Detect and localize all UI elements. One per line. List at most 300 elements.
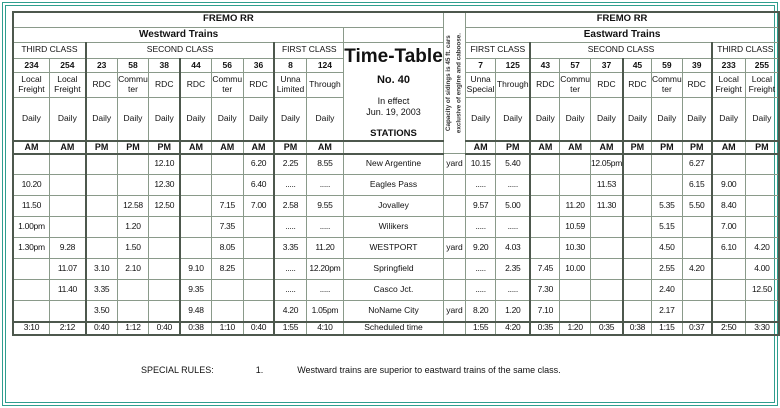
train-type-line: ter [222,84,233,95]
train-type-line: Commu [118,74,148,85]
time-cell: 10.00 [560,259,591,280]
time-cell [682,238,711,259]
train-type [149,73,180,98]
train-days: Daily [180,98,211,141]
scheduled-time: 2:12 [49,322,85,335]
train-meridiem: AM [211,141,243,154]
train-number: 44 [180,58,211,72]
time-cell [117,280,149,301]
west-railroad-title: FREMO RR [13,12,443,27]
class-group-label: FIRST CLASS [466,42,531,58]
time-cell: 7.00 [712,217,746,238]
time-cell [591,217,623,238]
time-cell [623,238,651,259]
train-days: Daily [306,98,344,141]
time-cell: 8.40 [712,196,746,217]
class-group-label: THIRD CLASS [13,42,86,58]
yard-cell: yard [443,154,465,175]
time-cell: 5.50 [682,196,711,217]
train-number: 58 [117,58,149,72]
time-cell [591,259,623,280]
east-direction-title: Eastward Trains [466,27,779,42]
train-meridiem: PM [745,141,779,154]
train-meridiem: PM [117,141,149,154]
train-type-line: RDC [687,79,706,90]
time-cell: 9.00 [712,175,746,196]
timetable-heading [344,42,444,141]
train-number: 39 [682,58,711,72]
time-cell [211,280,243,301]
train-type-line: Freight [748,84,776,95]
time-cell: 11.40 [49,280,85,301]
train-type [623,73,651,98]
time-cell [180,154,211,175]
train-type-line: Unna [280,74,301,85]
time-cell: 9.57 [466,196,496,217]
train-days: Daily [496,98,531,141]
time-cell: 4.00 [745,259,779,280]
time-cell [180,238,211,259]
time-cell: 1.50 [117,238,149,259]
yard-cell: yard [443,301,465,322]
time-cell: ..... [274,217,306,238]
class-group-label: SECOND CLASS [530,42,711,58]
train-type-line: Commu [212,74,243,85]
train-number: 43 [530,58,559,72]
time-cell: ..... [306,280,344,301]
time-cell [180,175,211,196]
yard-cell-empty [443,217,465,238]
scheduled-time: 2:50 [712,322,746,335]
train-days: Daily [49,98,85,141]
train-type [651,73,682,98]
time-cell [682,217,711,238]
train-number: 45 [623,58,651,72]
time-cell [243,238,274,259]
time-cell: 8.55 [306,154,344,175]
train-type [117,73,149,98]
scheduled-time: 1:10 [211,322,243,335]
train-meridiem: PM [651,141,682,154]
train-type-line: Freight [18,84,45,95]
time-cell [149,301,180,322]
special-rule-number: 1. [255,365,264,375]
time-cell [86,175,117,196]
train-type [180,73,211,98]
time-cell: ..... [306,217,344,238]
special-rules-label: SPECIAL RULES: [141,365,214,375]
time-cell [623,280,651,301]
time-cell [560,154,591,175]
time-cell [243,301,274,322]
time-cell [211,154,243,175]
train-type-line: Commu [560,74,590,85]
train-type-line: RDC [186,79,206,90]
scheduled-time: 0:40 [86,322,117,335]
train-number: 234 [13,58,49,72]
time-cell: 12.05pm [591,154,623,175]
east-railroad-title: FREMO RR [466,12,779,27]
class-group-label: FIRST CLASS [274,42,343,58]
time-cell [13,259,49,280]
scheduled-time: 0:40 [243,322,274,335]
station-name: Jovalley [344,196,444,217]
time-cell [530,196,559,217]
train-type-line: Local [57,74,78,85]
time-cell [712,259,746,280]
time-cell: 12.50 [149,196,180,217]
time-cell [49,301,85,322]
time-cell [86,217,117,238]
time-cell: 6.15 [682,175,711,196]
scheduled-time: 0:38 [623,322,651,335]
yard-cell: yard [443,238,465,259]
time-cell: 4.20 [745,238,779,259]
time-cell [149,259,180,280]
time-cell [180,217,211,238]
time-cell [211,175,243,196]
train-type-line: RDC [536,79,555,90]
train-number: 36 [243,58,274,72]
time-cell: 9.55 [306,196,344,217]
time-cell [86,154,117,175]
time-cell [745,301,779,322]
time-cell [49,217,85,238]
time-cell: ..... [466,280,496,301]
train-number: 254 [49,58,85,72]
scheduled-time: 3:30 [745,322,779,335]
train-type-line: Local [21,74,42,85]
time-cell: ..... [306,175,344,196]
train-type-line: ter [127,84,138,95]
time-cell [530,154,559,175]
train-type-line: Unna [470,74,491,85]
time-cell: 8.05 [211,238,243,259]
time-cell [623,154,651,175]
train-type-line: RDC [155,79,174,90]
time-cell [13,154,49,175]
yard-cell-empty [443,280,465,301]
train-number: 23 [86,58,117,72]
time-cell: 4.20 [682,259,711,280]
time-cell: 10.59 [560,217,591,238]
train-meridiem: AM [13,141,49,154]
time-cell: 2.25 [274,154,306,175]
time-cell: 11.20 [306,238,344,259]
time-cell [745,175,779,196]
time-cell [745,196,779,217]
train-number: 59 [651,58,682,72]
train-number: 255 [745,58,779,72]
time-cell: 6.27 [682,154,711,175]
train-days: Daily [211,98,243,141]
train-days: Daily [149,98,180,141]
time-cell [530,175,559,196]
train-type-line: Local [718,74,739,85]
train-type-line: Local [751,74,773,85]
time-cell: 6.20 [243,154,274,175]
train-type-line: Limited [276,84,305,95]
time-cell: 6.10 [712,238,746,259]
time-cell [712,280,746,301]
time-cell [13,301,49,322]
class-group-label: THIRD CLASS [712,42,779,58]
train-days: Daily [745,98,779,141]
timetable-table [12,11,780,336]
train-days: Daily [712,98,746,141]
time-cell: 12.10 [149,154,180,175]
time-cell: 7.45 [530,259,559,280]
train-type [712,73,746,98]
time-cell: 3.50 [86,301,117,322]
time-cell: 2.55 [651,259,682,280]
time-cell: ..... [496,280,531,301]
train-number: 56 [211,58,243,72]
time-cell: ..... [466,217,496,238]
time-cell [682,301,711,322]
time-cell: ..... [274,280,306,301]
scheduled-time: 1:12 [117,322,149,335]
station-name: Springfield [344,259,444,280]
time-cell [117,175,149,196]
station-name: Wilikers [344,217,444,238]
scheduled-time: 0:40 [149,322,180,335]
time-cell: 11.20 [560,196,591,217]
train-type [530,73,559,98]
time-cell: 7.30 [530,280,559,301]
train-type-line: RDC [249,79,268,90]
train-type [496,73,531,98]
time-cell: 4.50 [651,238,682,259]
scheduled-time: 0:35 [591,322,623,335]
time-cell: 11.07 [49,259,85,280]
scheduled-time: 1:55 [274,322,306,335]
scheduled-time-label: Scheduled time [344,322,444,335]
train-type-line: Freight [54,84,81,95]
train-type [49,73,85,98]
special-rule-text: Westward trains are superior to eastward trains of the same class. [297,365,561,375]
time-cell [623,301,651,322]
time-cell [49,175,85,196]
train-meridiem: PM [149,141,180,154]
time-cell [86,238,117,259]
time-cell: 5.15 [651,217,682,238]
train-meridiem: PM [86,141,117,154]
time-cell: 11.50 [13,196,49,217]
stations-column-label: STATIONS [370,127,417,139]
train-type-line: RDC [92,79,111,90]
train-days: Daily [466,98,496,141]
scheduled-time: 4:20 [496,322,531,335]
train-meridiem: AM [591,141,623,154]
scheduled-time: 1:15 [651,322,682,335]
time-cell [530,238,559,259]
train-number: 57 [560,58,591,72]
time-cell [243,259,274,280]
train-type-line: Commu [651,74,682,85]
time-cell: 9.10 [180,259,211,280]
train-days: Daily [682,98,711,141]
time-cell: 3.35 [274,238,306,259]
time-cell: 2.10 [117,259,149,280]
time-cell [243,280,274,301]
time-cell [623,259,651,280]
train-meridiem: AM [180,141,211,154]
station-name: New Argentine [344,154,444,175]
time-cell: 1.20 [117,217,149,238]
time-cell [149,238,180,259]
time-cell [211,301,243,322]
train-type-line: Through [309,79,341,90]
time-cell [13,280,49,301]
train-days: Daily [530,98,559,141]
time-cell [712,301,746,322]
scheduled-time: 0:35 [530,322,559,335]
scheduled-time: 0:38 [180,322,211,335]
time-cell: 5.00 [496,196,531,217]
time-cell [560,301,591,322]
time-cell: 9.48 [180,301,211,322]
time-cell [49,196,85,217]
time-cell: 5.35 [651,196,682,217]
train-type [274,73,306,98]
time-cell: 7.35 [211,217,243,238]
time-cell: 1.30pm [13,238,49,259]
time-cell: 11.53 [591,175,623,196]
time-cell: ..... [274,259,306,280]
yard-cell-empty [443,322,465,335]
time-cell [591,301,623,322]
in-effect-label: In effect [377,95,410,106]
train-meridiem: PM [682,141,711,154]
train-type [211,73,243,98]
station-name: WESTPORT [344,238,444,259]
yard-cell-empty [443,175,465,196]
capacity-note-text: Capacity of sidings is 45 ft. cars exclusive of engine and caboose. [444,33,463,134]
train-meridiem: AM [712,141,746,154]
time-cell: ..... [496,217,531,238]
time-cell: 1.05pm [306,301,344,322]
time-cell: 9.35 [180,280,211,301]
time-cell: ..... [466,259,496,280]
effective-date: Jun. 19, 2003 [366,107,421,118]
time-cell [117,154,149,175]
train-type-line: Special [466,84,495,95]
time-cell: 3.10 [86,259,117,280]
time-cell: 8.25 [211,259,243,280]
time-cell [49,154,85,175]
time-cell: ..... [274,175,306,196]
time-cell [682,280,711,301]
time-cell: 9.20 [466,238,496,259]
west-direction-title: Westward Trains [13,27,344,42]
time-cell [591,280,623,301]
train-type [745,73,779,98]
train-type-line: ter [661,84,672,95]
time-cell [86,196,117,217]
train-number: 8 [274,58,306,72]
train-days: Daily [274,98,306,141]
time-cell: 7.15 [211,196,243,217]
yard-cell-empty [443,259,465,280]
time-cell: 5.40 [496,154,531,175]
time-cell [180,196,211,217]
time-cell: 1.00pm [13,217,49,238]
time-cell: 2.17 [651,301,682,322]
station-name: NoName City [344,301,444,322]
time-cell: 2.40 [651,280,682,301]
time-cell: 7.10 [530,301,559,322]
time-cell: 10.15 [466,154,496,175]
train-type-line: Through [496,79,529,90]
time-cell [651,175,682,196]
train-type [560,73,591,98]
time-cell [623,196,651,217]
time-cell: ..... [496,175,531,196]
train-type [591,73,623,98]
time-cell: 2.35 [496,259,531,280]
train-meridiem: AM [49,141,85,154]
yard-cell-empty [443,196,465,217]
scheduled-time: 4:10 [306,322,344,335]
time-cell [712,154,746,175]
train-type [466,73,496,98]
train-type [243,73,274,98]
train-meridiem: AM [306,141,344,154]
time-cell: 10.30 [560,238,591,259]
class-group-label: SECOND CLASS [86,42,275,58]
time-cell: 7.00 [243,196,274,217]
time-cell: 4.03 [496,238,531,259]
train-days: Daily [560,98,591,141]
train-meridiem: AM [560,141,591,154]
scheduled-time: 1:55 [466,322,496,335]
train-type-line: ter [570,84,581,95]
train-number: 7 [466,58,496,72]
train-days: Daily [86,98,117,141]
train-meridiem: PM [623,141,651,154]
time-cell: 9.28 [49,238,85,259]
train-days: Daily [591,98,623,141]
time-cell [623,217,651,238]
train-type [13,73,49,98]
time-cell: 12.58 [117,196,149,217]
time-cell: 3.35 [86,280,117,301]
train-type-line: RDC [597,79,616,90]
train-number: 38 [149,58,180,72]
train-days: Daily [623,98,651,141]
train-meridiem: PM [496,141,531,154]
time-cell: 12.50 [745,280,779,301]
time-cell: 6.40 [243,175,274,196]
time-cell [117,301,149,322]
time-cell [651,154,682,175]
train-type [86,73,117,98]
train-type-line: Freight [715,84,742,95]
time-cell: 8.20 [466,301,496,322]
scheduled-time: 0:37 [682,322,711,335]
train-days: Daily [243,98,274,141]
time-cell: 10.20 [13,175,49,196]
time-cell: 4.20 [274,301,306,322]
time-cell: 12.20pm [306,259,344,280]
train-number: 233 [712,58,746,72]
special-rules [141,365,561,375]
stations-spacer [344,141,444,154]
time-cell [591,238,623,259]
scheduled-time: 3:10 [13,322,49,335]
train-type [682,73,711,98]
